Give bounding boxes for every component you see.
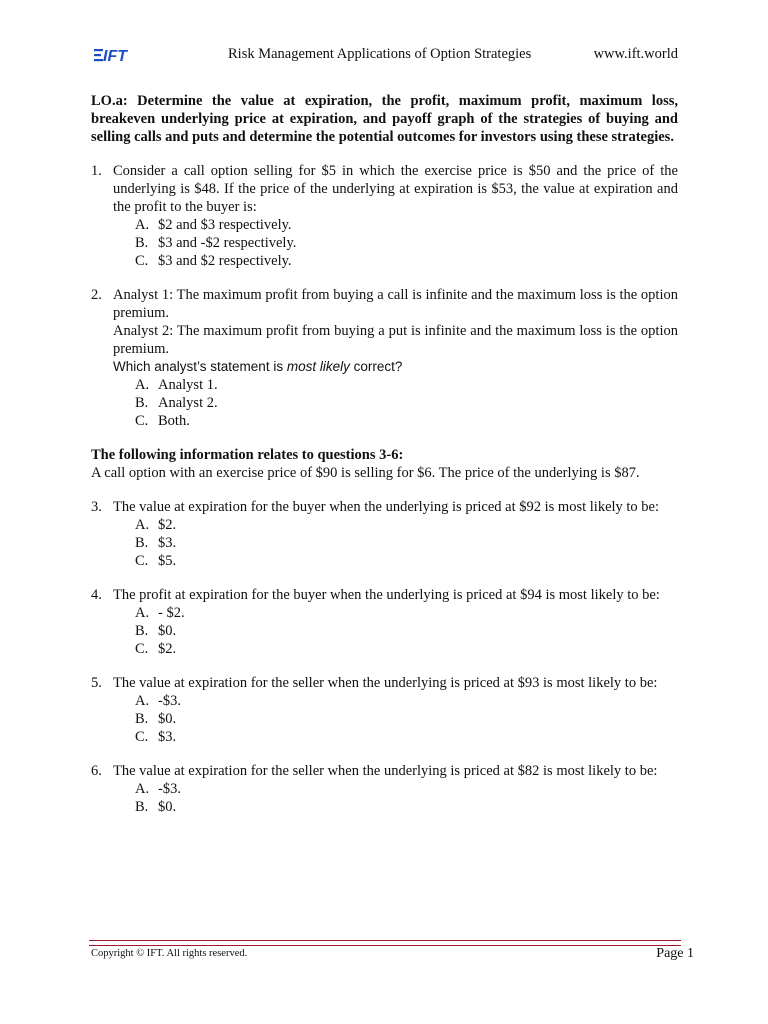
question-prompt: Which analyst’s statement is most likely correct? xyxy=(113,359,403,374)
question-text: Consider a call option selling for $5 in which the exercise price is $50 and the price of the underlying is $48. If the price of the underlying at expiration is $53, the value at expiration and the profit to the buyer is: xyxy=(113,163,678,215)
option-b: B. $3. xyxy=(135,535,177,551)
answer-options xyxy=(113,216,678,270)
question-text: The value at expiration for the seller when the underlying is priced at $93 is most likely to be: xyxy=(113,675,658,691)
option-b: B. $3 and -$2 respectively. xyxy=(135,235,297,251)
question-number: 3. xyxy=(91,499,102,515)
question-2 xyxy=(91,286,678,430)
section-text: A call option with an exercise price of $90 is selling for $6. The price of the underlying is $87. xyxy=(91,465,640,481)
question-number: 6. xyxy=(91,763,102,779)
answer-options xyxy=(113,780,678,816)
option-b: B. $0. xyxy=(135,711,177,727)
option-b: B. $0. xyxy=(135,799,177,815)
option-a: A. Analyst 1. xyxy=(135,377,218,393)
question-6 xyxy=(91,762,678,816)
page-content xyxy=(91,92,678,832)
option-a: A. $2. xyxy=(135,517,177,533)
learning-objective: LO.a: Determine the value at expiration, the profit, maximum profit, maximum loss, breakeven underlying price at expiration, and payoff graph of the strategies of buying and selling calls and puts and determine the potential outcomes for investors using these strategies. xyxy=(91,93,678,145)
logo-text: IFT xyxy=(103,48,127,64)
question-number: 1. xyxy=(91,163,102,179)
question-5 xyxy=(91,674,678,746)
question-text: The value at expiration for the seller when the underlying is priced at $82 is most likely to be: xyxy=(113,763,658,779)
option-c: C. $5. xyxy=(135,553,177,569)
question-text: The profit at expiration for the buyer when the underlying is priced at $94 is most likely to be: xyxy=(113,587,660,603)
header-title: Risk Management Applications of Option Strategies xyxy=(228,46,532,62)
question-number: 5. xyxy=(91,675,102,691)
question-3 xyxy=(91,498,678,570)
answer-options xyxy=(113,604,678,658)
question-4 xyxy=(91,586,678,658)
answer-options xyxy=(113,516,678,570)
option-a: A. $2 and $3 respectively. xyxy=(135,217,292,233)
option-c: C. $2. xyxy=(135,641,177,657)
option-a: A. -$3. xyxy=(135,693,181,709)
analyst-2-statement: Analyst 2: The maximum profit from buying a put is infinite and the maximum loss is the option premium. xyxy=(113,323,678,357)
option-c: C. $3. xyxy=(135,729,177,745)
answer-options xyxy=(113,376,678,430)
page-number: Page 1 xyxy=(656,946,694,961)
option-a: A. - $2. xyxy=(135,605,185,621)
analyst-1-statement: Analyst 1: The maximum profit from buying a call is infinite and the maximum loss is the option premium. xyxy=(113,287,678,321)
option-b: B. Analyst 2. xyxy=(135,395,218,411)
question-number: 4. xyxy=(91,587,102,603)
option-b: B. $0. xyxy=(135,623,177,639)
question-text: The value at expiration for the buyer when the underlying is priced at $92 is most likely to be: xyxy=(113,499,660,515)
question-number: 2. xyxy=(91,287,102,303)
ift-logo xyxy=(94,46,150,64)
copyright-notice: Copyright © IFT. All rights reserved. xyxy=(91,948,248,959)
header-url: www.ift.world xyxy=(593,46,678,62)
answer-options xyxy=(113,692,678,746)
section-heading: The following information relates to questions 3-6: xyxy=(91,447,404,463)
footer-divider xyxy=(89,940,681,946)
option-c: C. $3 and $2 respectively. xyxy=(135,253,292,269)
option-a: A. -$3. xyxy=(135,781,181,797)
page-header xyxy=(92,44,678,66)
question-1 xyxy=(91,162,678,270)
option-c: C. Both. xyxy=(135,413,190,429)
